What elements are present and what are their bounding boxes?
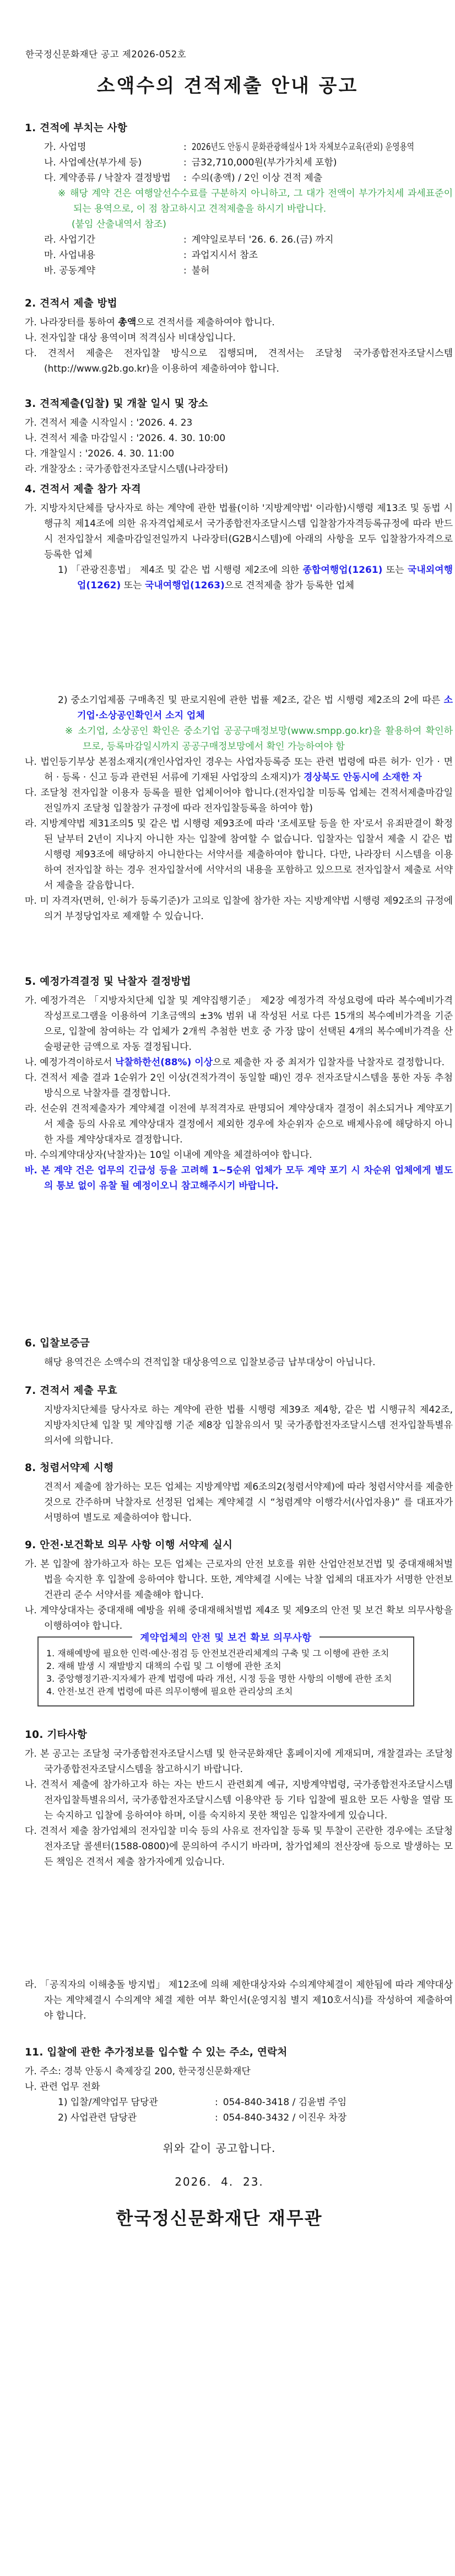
travel-code-1261: 종합여행업(1261) (302, 565, 383, 576)
text-segment: 으로 견적서를 제출하여야 합니다. (136, 317, 275, 328)
text-segment: 또는 (382, 565, 408, 576)
value-budget: 금32,710,000원(부가가치세 포함) (191, 157, 337, 168)
item-4-sub2 (25, 693, 453, 723)
separator: : (183, 234, 187, 245)
safety-box-items (46, 1647, 408, 1698)
item-11-phone-heading: 나. 관련 업무 전화 (25, 2081, 100, 2092)
item-9-na: 나. 계약상대자는 중대재해 예방을 위해 중대재해처벌법 제4조 및 제9조의 안전 및 보건 확보 의무사항을 이행하여야 합니다. (25, 1605, 453, 1632)
value-project-name (192, 139, 455, 155)
closing-announcement: 위와 같이 공고합니다. (162, 2142, 276, 2155)
item-11-address: 가. 주소: 경북 안동시 축제장길 200, 한국정신문화재단 (25, 2066, 251, 2077)
item-5-ba-blue: 바. 본 계약 건은 업무의 긴급성 등을 고려해 1~5순위 업체가 모두 계약 포기 시 차순위 업체에게 별도의 통보 없이 유찰 될 예정이오니 참고해주시기 바랍니다. (25, 1165, 453, 1192)
text-segment: 으로 제출한 자 중 최저가 입찰자를 낙찰자로 결정합니다. (213, 1057, 445, 1068)
note-smpp-green: ※ 소기업, 소상공인 확인은 중소기업 공공구매정보망(www.smpp.go.kr)을 활용하여 확인하므로, 등록마감일시까지 공공구매정보망에서 확인 가능하여야 함 (65, 726, 453, 752)
travel-code-1262: 국내외여행업(1262) (77, 565, 453, 591)
section-9-heading: 9. 안전·보건확보 의무 사항 이행 서약제 실시 (25, 1539, 233, 1551)
separator: : (183, 250, 187, 261)
item-2-ga (25, 315, 453, 330)
section-1-bid-matters (25, 120, 453, 278)
closing-date: 2026. 4. 23. (175, 2175, 264, 2188)
item-10-da: 다. 견적서 제출 참가업체의 전자입찰 미숙 등의 사유로 전자입찰 등록 및 투찰이 곤란한 경우에는 조달청 전자조달 콜센터(1588-0800)에 문의하여 주시기 바라며, 참가업체의 전산장애 등으로 발생하는 모든 책임은 견적서 제출 참가자에게 있습니다. (25, 1826, 453, 1867)
safety-obligations-box (37, 1633, 414, 1706)
row-budget (25, 155, 453, 170)
item-3-deadline: 나. 견적서 제출 마감일시 : '2026. 4. 30. 10:00 (25, 433, 226, 444)
section-4-heading: 4. 견적서 제출 참가 자격 (25, 484, 142, 495)
section-7-heading: 7. 견적서 제출 무효 (25, 1385, 117, 1397)
separator: : (183, 265, 187, 276)
section-8-body: 견적서 제출에 참가하는 모든 업체는 지방계약법 제6조의2(청렴서약제)에 따라 청렴서약서를 제출한 것으로 간주하며 낙찰자로 선정된 업체는 계약체결 시 “청렴계약 이행각서(사업자용)” 를 대표자가 서명하여 별도로 제출하여야 합니다. (44, 1482, 453, 1523)
text-segment: 으로 견적제출 참가 등록한 업체 (224, 580, 355, 591)
safety-box-item-2: 2. 재해 발생 시 재발방지 대책의 수립 및 그 이행에 관한 조치 (46, 1661, 281, 1671)
section-8-heading: 8. 청렴서약제 시행 (25, 1462, 114, 1474)
value-project-content: 과업지시서 참조 (191, 250, 258, 261)
item-4-ra: 라. 지방계약법 제31조의5 및 같은 법 시행령 제93조에 따라 '조세포탈 등을 한 자'로서 유죄판결이 확정된 날부터 2년이 지나지 아니한 자는 입찰에 참여할 수 없습니다. 입찰자는 입찰서 제출 시 같은 법 시행령 제93조에 해당하지 아니한다는 서약서를 제출하여야 합니다. 다만, 나라장터 시스템을 이용하여 전자입찰 하는 경우 전자입찰서에 서약서의 내용을 포함하고 있으므로 전자입찰서 제출로 서약서 제출을 갈음합니다. (25, 818, 453, 891)
item-10-na: 나. 견적서 제출에 참가하고자 하는 자는 반드시 관련회계 예규, 지방계약법령, 국가종합전자조달시스템 전자입찰특별유의서, 국가종합전자조달시스템 이용약관 등 기타 입찰에 필요한 모든 사항을 열람 또는 숙지하고 입찰에 응하여야 하며, 이를 숙지하지 못한 책임은 입찰자에게 있습니다. (25, 1779, 453, 1821)
section-8-integrity-pledge (25, 1460, 453, 1526)
item-5-ma: 마. 수의계약대상자(낙찰자)는 10일 이내에 계약을 체결하여야 합니다. (25, 1150, 312, 1161)
text-segment: 나. 예정가격이하로서 (25, 1057, 116, 1068)
row-project-period (25, 232, 453, 248)
value-project-name-text: 2026년도 안동시 문화관광해설사 1차 자체보수교육(관외) 운영용역 (191, 142, 414, 153)
section-3-schedule (25, 396, 453, 477)
section-10-miscellaneous (25, 1727, 453, 1870)
section-11-heading: 11. 입찰에 관한 추가정보를 입수할 수 있는 주소, 연락처 (25, 2047, 288, 2058)
value-project-officer-phone: 054-840-3432 / 이진우 차장 (223, 2112, 347, 2123)
item-3-start: 가. 견적서 제출 시작일시 : '2026. 4. 23 (25, 417, 193, 428)
section-6-bid-bond (25, 1335, 453, 1370)
location-requirement: 경상북도 안동시에 소재한 자 (304, 772, 422, 783)
safety-box-title (39, 1630, 413, 1644)
separator: : (183, 157, 187, 168)
travel-code-1263: 국내여행업(1263) (144, 580, 225, 591)
section-4-eligibility-continued (25, 693, 453, 924)
section-10-item-ra (25, 1977, 453, 2024)
item-4-sub1 (25, 562, 453, 593)
safety-box-item-4: 4. 안전·보건 관계 법령에 따른 의무이행에 필요한 관리상의 조치 (46, 1686, 293, 1697)
section-6-body: 해당 용역건은 소액수의 견적입찰 대상용역으로 입찰보증금 납부대상이 아닙니다. (44, 1357, 376, 1368)
issuing-authority: 한국정신문화재단 재무관 (116, 2208, 323, 2229)
section-9-safety-health (25, 1537, 453, 1634)
section-1-heading: 1. 견적에 부치는 사항 (25, 122, 128, 134)
value-project-period: 계약일로부터 '26. 6. 26.(금) 까지 (191, 234, 334, 245)
label-project-content: 마. 사업내용 (44, 250, 95, 261)
section-5-heading: 5. 예정가격결정 및 낙찰자 결정방법 (25, 976, 191, 988)
label-joint-contract: 바. 공동계약 (44, 265, 95, 276)
item-3-opening-place: 라. 개찰장소 : 국가종합전자조달시스템(나라장터) (25, 464, 229, 475)
text-segment: 가. 나라장터를 통하여 (25, 317, 118, 328)
text-segment: 2) 중소기업제품 구매촉진 및 판로지원에 관한 법률 제2조, 같은 법 시행령 제2조의 2에 따른 (58, 695, 444, 706)
label-budget: 나. 사업예산(부가세 등) (44, 157, 142, 168)
item-4-na (25, 754, 453, 785)
label-project-period: 라. 사업기간 (44, 234, 95, 245)
section-10-heading: 10. 기타사항 (25, 1729, 88, 1741)
row-project-name (25, 139, 453, 155)
value-joint-contract: 불허 (191, 265, 210, 276)
item-3-opening-time: 다. 개찰일시 : '2026. 4. 30. 11:00 (25, 448, 175, 459)
section-7-invalid-submission (25, 1383, 453, 1448)
item-5-ga: 가. 예정가격은 「지방자치단체 입찰 및 계약집행기준」 제2장 예정가격 작성요령에 따라 복수예비가격 작성프로그램을 이용하여 기초금액의 ±3% 범위 내 작성된 서로 다른 15개의 복수예비가격을 기준으로, 입찰에 참여하는 각 업체가 2개씩 추첨한 번호 중 가장 많이 선택된 4개의 복수예비가격을 산술평균한 금액으로 자동 결정됩니다. (25, 995, 453, 1053)
separator: : (215, 2097, 218, 2108)
label-project-name: 가. 사업명 (44, 142, 86, 153)
item-2-da: 다. 견적서 제출은 전자입찰 방식으로 집행되며, 견적서는 조달청 국가종합전자조달시스템(http://www.g2b.go.kr)을 이용하여 제출하여야 합니다. (25, 348, 453, 374)
lower-limit-88: 낙찰하한선(88%) 이상 (115, 1057, 213, 1068)
item-5-ra: 라. 선순위 견적제출자가 계약체결 이전에 부적격자로 판명되어 계약상대자 결정이 취소되거나 계약포기서 제출 등의 사유로 계약상대자 결정에서 제외한 경우에 차순위자 순으로 배제사유에 해당하지 아니한 자를 계약상대자로 결정합니다. (25, 1103, 453, 1145)
doc-title: 소액수의 견적제출 안내 공고 (96, 75, 359, 97)
section-11-contact-info (25, 2044, 453, 2126)
item-10-ga: 가. 본 공고는 조달청 국가종합전자조달시스템 및 한국문화재단 홈페이지에 게재되며, 개찰결과는 조달청 국가종합전자조달시스템을 참고하시기 바랍니다. (25, 1748, 453, 1775)
text-segment-bold: 총액 (118, 317, 137, 328)
item-4-ma: 마. 미 자격자(면허, 인·허가 등록기준)가 고의로 입찰에 참가한 자는 지방계약법 시행령 제92조의 규정에 의거 부정당업자로 제재할 수 있습니다. (25, 895, 453, 922)
item-5-da: 다. 견적서 제출 결과 1순위가 2인 이상(견적가격이 동일할 때)인 경우 전자조달시스템을 통한 자동 추첨 방식으로 낙찰자를 결정합니다. (25, 1072, 453, 1099)
section-5-award-method (25, 974, 453, 1194)
separator: : (183, 173, 187, 184)
section-6-heading: 6. 입찰보증금 (25, 1338, 90, 1349)
section-7-body: 지방자치단체를 당사자로 하는 계약에 관한 법률 시행령 제39조 제4항, 같은 법 시행규칙 제42조, 지방자치단체 입찰 및 계약집행 기준 제8장 입찰유의서 및 국가종합전자조달시스템 전자입찰특별유의서에 의합니다. (44, 1404, 453, 1446)
item-2-na: 나. 전자입찰 대상 용역이며 적격심사 비대상입니다. (25, 332, 236, 344)
item-10-ra: 라. 「공직자의 이해충돌 방지법」 제12조에 의해 제한대상자와 수의계약체결이 제한됨에 따라 계약대상자는 계약체결시 수의계약 체결 제한 여부 확인서(운영지침 별지 제10호서식)를 작성하여 제출하여야 합니다. (25, 1979, 453, 2021)
section-2-submission-method (25, 296, 453, 377)
label-contract-officer: 1) 입찰/계약업무 담당관 (58, 2097, 158, 2108)
text-segment: 1) 「관광진흥법」 제4조 및 같은 법 시행령 제2조에 의한 (58, 565, 303, 576)
label-project-officer: 2) 사업관련 담당관 (58, 2112, 137, 2123)
small-business-cert: 소기업·소상공인확인서 소지 업체 (77, 695, 453, 721)
row-joint-contract (25, 263, 453, 278)
text-segment: 또는 (121, 580, 145, 591)
item-4-da: 다. 조달청 전자입찰 이용자 등록을 필한 업체이어야 합니다.(전자입찰 미등록 업체는 견적서제출마감일 전일까지 조달청 입찰참가 규정에 따라 전자입찰등록을 하여야 함) (25, 787, 453, 814)
section-3-heading: 3. 견적제출(입찰) 및 개찰 일시 및 장소 (25, 398, 208, 410)
section-4-eligibility (25, 481, 453, 593)
row-project-officer (25, 2110, 453, 2126)
safety-box-item-3: 3. 중앙행정기관·지자체가 관계 법령에 따라 개선, 시정 등을 명한 사항의 이행에 관한 조치 (46, 1673, 392, 1684)
safety-box-item-1: 1. 재해예방에 필요한 인력·예산·점검 등 안전보건관리체계의 구축 및 그 이행에 관한 조치 (46, 1648, 389, 1659)
text-segment: 나. 법인등기부상 본점소재지(개인사업자인 경우는 사업자등록증 또는 관련 법령에 따른 허가· 인가 · 면허 · 등록 · 신고 등과 관련된 서류에 기재된 사업장의 소재지)가 (25, 756, 453, 783)
section-2-heading: 2. 견적서 제출 방법 (25, 298, 117, 309)
note-vat-green: ※ 해당 계약 건은 여행알선수수료를 구분하지 아니하고, 그 대가 전액이 부가가치세 과세표준이 되는 용역으로, 이 점 참고하시고 견적제출을 하시기 바랍니다. (58, 188, 453, 214)
doc-notice-number: 한국정신문화재단 공고 제2026-052호 (25, 49, 187, 60)
note-attachment-green: (붙임 산출내역서 참조) (72, 219, 166, 230)
item-9-ga: 가. 본 입찰에 참가하고자 하는 모든 업체는 근로자의 안전 보호를 위한 산업안전보건법 및 중대재해처벌법을 숙지한 후 입찰에 응하여야 합니다. 또한, 계약체결 시에는 낙찰 업체의 대표자가 서명한 안전보건관리 준수 서약서를 제출해야 합니다. (25, 1559, 453, 1601)
item-4-ga: 가. 지방자치단체를 당사자로 하는 계약에 관한 법률(이하 '지방계약법' 이라함)시행령 제13조 및 동법 시행규칙 제14조에 의한 유자격업체로서 국가종합전자조달시스템 입찰참가자격등록규정에 따라 반드시 전자입찰서 제출마감일전일까지 나라장터(G2B시스템)에 아래의 사항을 모두 입찰참가자격으로 등록한 업체 (25, 503, 453, 560)
safety-box-title-text: 계약업체의 안전 및 보건 확보 의무사항 (132, 1630, 319, 1644)
item-5-na (25, 1055, 453, 1070)
separator: : (183, 142, 187, 153)
separator: : (215, 2112, 218, 2123)
row-contract-officer (25, 2095, 453, 2110)
label-contract-type: 다. 계약종류 / 낙찰자 결정방법 (44, 173, 171, 184)
row-contract-type (25, 170, 453, 186)
value-contract-officer-phone: 054-840-3418 / 김윤범 주임 (223, 2097, 347, 2108)
row-project-content (25, 248, 453, 263)
value-contract-type: 수의(총액) / 2인 이상 견적 제출 (191, 173, 323, 184)
